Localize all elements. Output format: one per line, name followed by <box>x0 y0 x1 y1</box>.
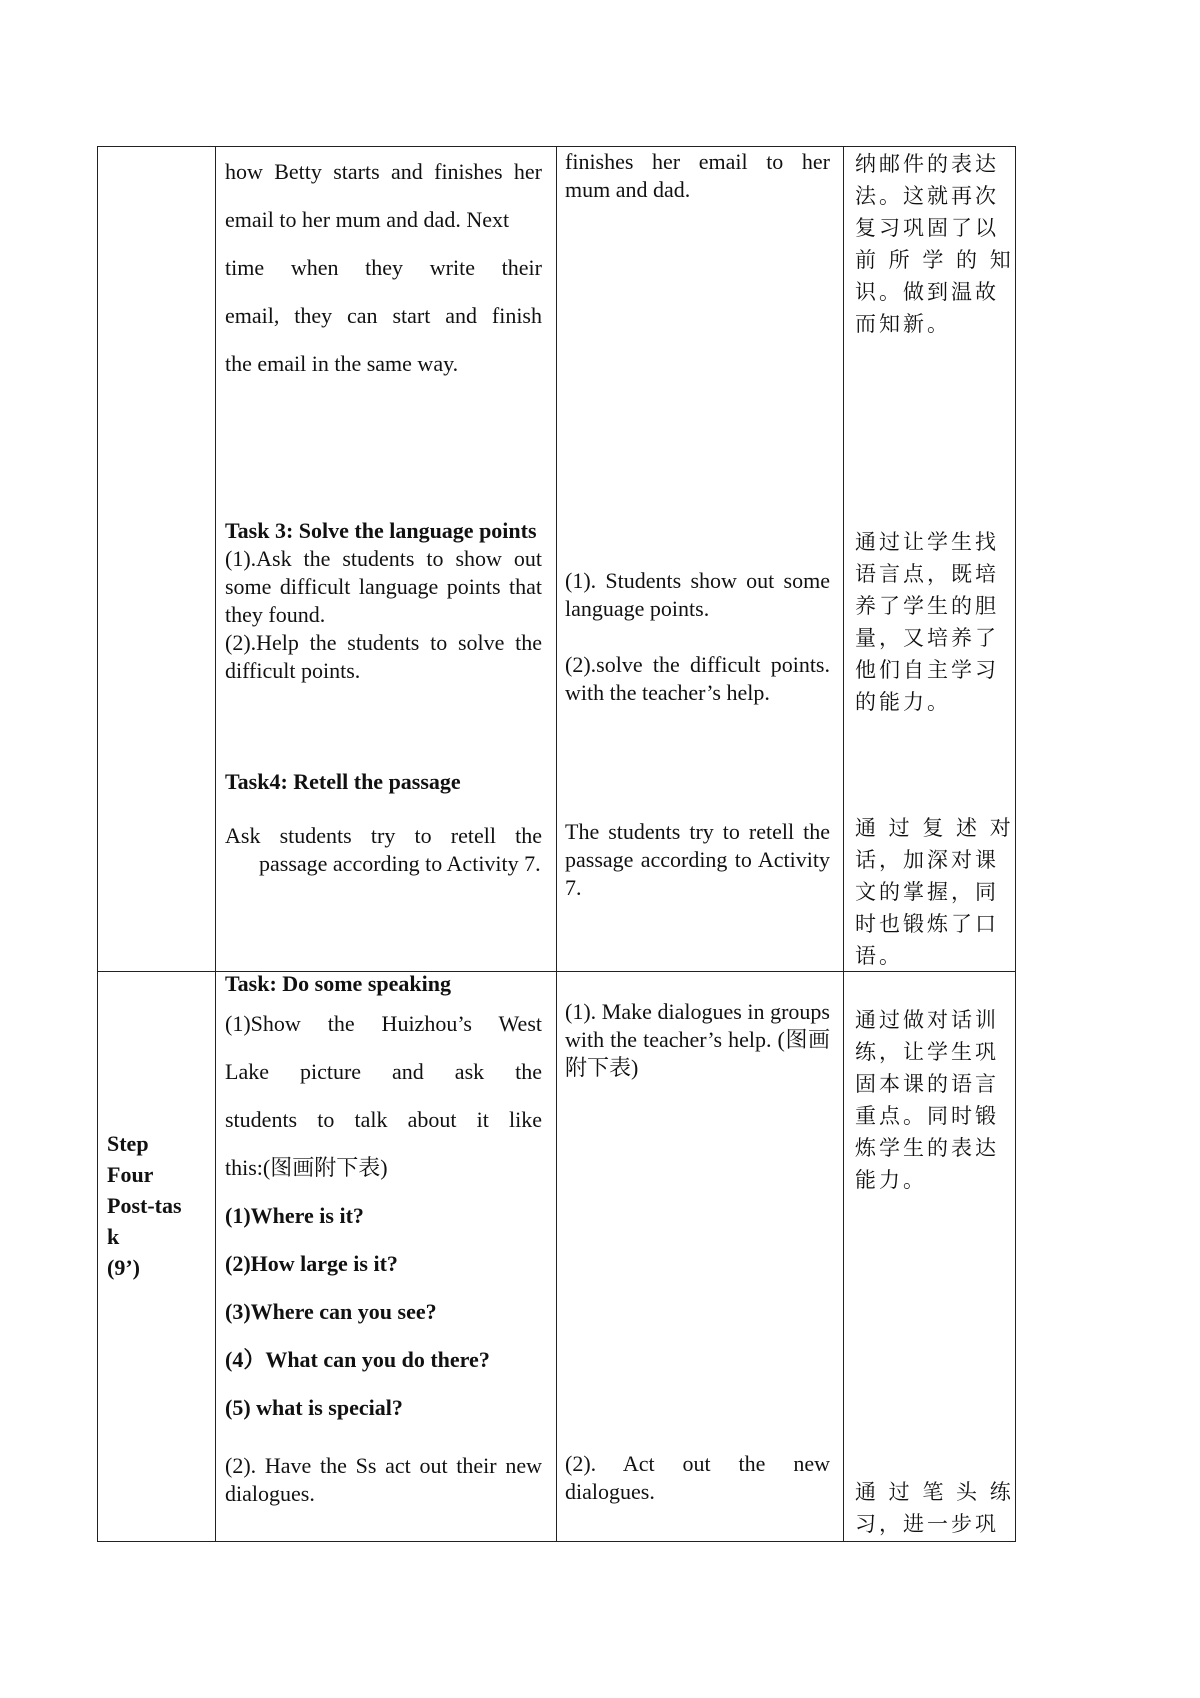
column-divider <box>843 147 844 1541</box>
task3-student-block <box>565 567 830 707</box>
question: (1)Where is it? <box>225 1203 364 1228</box>
text-line: 习，进一步巩 <box>855 1512 999 1536</box>
text-line: how Betty starts and finishes her <box>225 159 542 184</box>
text-line: 法。这就再次 <box>855 184 999 208</box>
task3-item: (2).Help the students to solve the difficult points. <box>225 630 542 683</box>
text-line: 通过让学生找 <box>855 530 999 554</box>
column-divider <box>215 147 216 1541</box>
text-line: 炼学生的表达 <box>855 1136 999 1160</box>
text-line: 话，加深对课 <box>855 848 999 872</box>
text-line: 时也锻炼了口 <box>855 912 999 936</box>
text-line: finishes her email to her <box>565 149 830 174</box>
purpose-email <box>855 148 1014 340</box>
speaking-student-1: (1). Make dialogues in groups with the teacher’s help. (图画附下表) <box>565 999 830 1080</box>
task4-purpose <box>855 812 1014 972</box>
speaking-purpose-2 <box>855 1476 1014 1540</box>
text-line: 重点。同时锻 <box>855 1104 999 1128</box>
question: (2)How large is it? <box>225 1251 398 1276</box>
text-line: Lake picture and ask the <box>225 1059 542 1084</box>
text-line: 他们自主学习 <box>855 658 999 682</box>
question: (5) what is special? <box>225 1395 403 1420</box>
speaking-purpose-1 <box>855 1004 1005 1196</box>
text-line: 练，让学生巩 <box>855 1040 999 1064</box>
text-line: 前 所 学 的 知 <box>855 248 1014 272</box>
text-line: (9’) <box>107 1255 140 1280</box>
text-line: 识。做到温故 <box>855 280 999 304</box>
text-line: mum and dad. <box>565 177 691 202</box>
text-line: time when they write their <box>225 255 542 280</box>
text-line: this:(图画附下表) <box>225 1155 388 1180</box>
text-line: 语言点，既培 <box>855 562 999 586</box>
task3-student-item: (1). Students show out some language points. <box>565 568 830 621</box>
text-line: 纳邮件的表达 <box>855 152 999 176</box>
task3-title: Task 3: Solve the language points <box>225 518 537 543</box>
text-line: 通过做对话训 <box>855 1008 999 1032</box>
text-line: 通 过 复 述 对 <box>855 816 1014 840</box>
speaking-questions <box>225 1192 542 1432</box>
text-line: 而知新。 <box>855 312 951 336</box>
text-line: Post-tas <box>107 1193 182 1218</box>
task4-student: The students try to retell the passage according to Activity 7. <box>565 819 830 900</box>
step-label <box>107 1128 202 1283</box>
text-line: email, they can start and finish <box>225 303 542 328</box>
text-line: Four <box>107 1162 154 1187</box>
text-line: 能力。 <box>855 1168 927 1192</box>
text-line: k <box>107 1224 120 1249</box>
text-line: (1)Show the Huizhou’s West <box>225 1011 542 1036</box>
text-line: email to her mum and dad. Next <box>225 207 510 232</box>
task3-student-item: (2).solve the difficult points. with the teacher’s help. <box>565 652 830 705</box>
task4-title: Task4: Retell the passage <box>225 769 461 794</box>
text-line: the email in the same way. <box>225 351 459 376</box>
text-line: Step <box>107 1131 149 1156</box>
text-line: 固本课的语言 <box>855 1072 999 1096</box>
text-line: 养了学生的胆 <box>855 594 999 618</box>
text-line: 量，又培养了 <box>855 626 999 650</box>
text-line: 通 过 笔 头 练 <box>855 1480 1014 1504</box>
text-line: 复习巩固了以 <box>855 216 999 240</box>
question: (3)Where can you see? <box>225 1299 437 1324</box>
task3-block <box>225 517 542 685</box>
text-line: 文的掌握，同 <box>855 880 999 904</box>
text-line: students to talk about it like <box>225 1107 542 1132</box>
text-line: 的能力。 <box>855 690 951 714</box>
text-line: 语。 <box>855 944 903 968</box>
speaking-student-2: (2). Act out the new dialogues. <box>565 1451 830 1504</box>
task3-item: (1).Ask the students to show out some difficult language points that they found. <box>225 546 542 627</box>
column-divider <box>556 147 557 1541</box>
speaking-task-title: Task: Do some speaking <box>225 971 451 996</box>
teacher-activity-email <box>225 148 542 388</box>
task3-purpose <box>855 526 1005 718</box>
act-out-item: (2). Have the Ss act out their new dialogues. <box>225 1453 542 1506</box>
student-activity-email <box>565 148 830 204</box>
task4-item: Ask students try to retell the passage according to Activity 7. <box>225 823 542 876</box>
speaking-intro <box>225 1000 542 1192</box>
question: (4）What can you do there? <box>225 1347 490 1372</box>
